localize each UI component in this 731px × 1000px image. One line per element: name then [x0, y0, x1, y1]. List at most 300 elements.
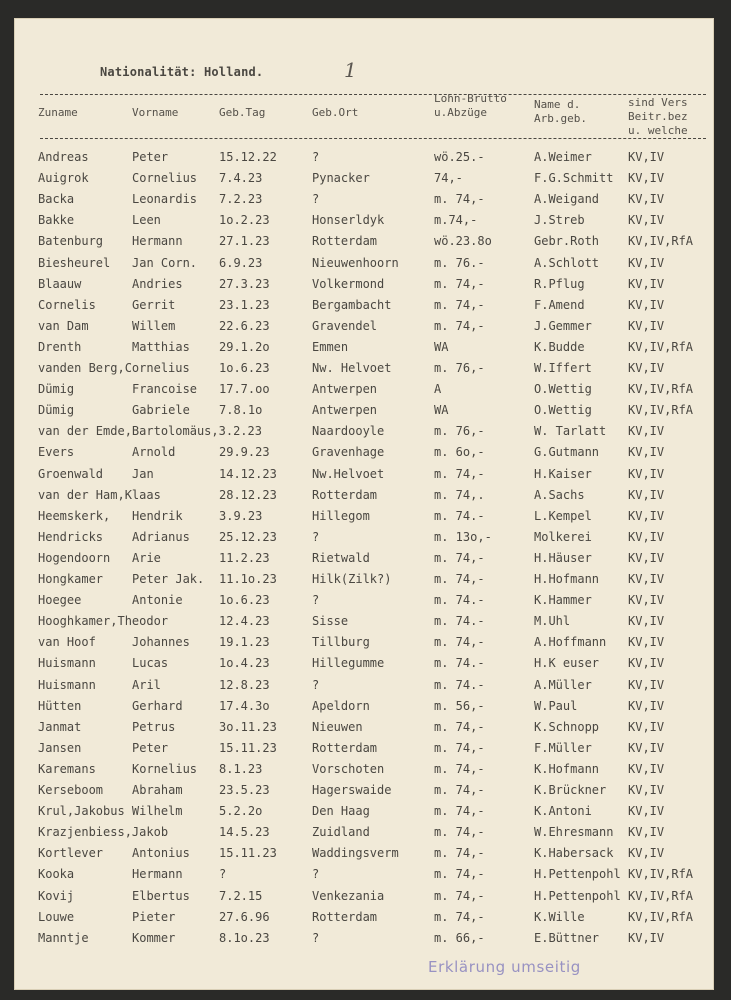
cell-contributions: KV,IV: [628, 466, 665, 481]
cell-employer: W. Tarlatt: [534, 424, 607, 439]
col-header-wage-line2: u.Abzüge: [434, 106, 487, 119]
cell-employer: K.Antoni: [534, 804, 592, 819]
cell-wage: m. 74.-: [434, 656, 485, 671]
cell-birthdate: 14.12.23: [219, 466, 277, 481]
header-bottom-rule: [40, 138, 706, 139]
col-header-contrib-line2: Beitr.bez: [628, 110, 688, 123]
table-row: [14, 699, 714, 720]
document-sheet: [14, 18, 714, 990]
cell-wage: A: [434, 382, 442, 397]
cell-wage: m. 74,-: [434, 804, 485, 819]
cell-wage: m. 76.-: [434, 255, 485, 270]
header-top-rule: [40, 94, 706, 95]
cell-firstname: Hermann: [132, 234, 183, 249]
cell-surname: van Dam: [38, 318, 89, 333]
cell-birthdate: 7.8.1o: [219, 403, 263, 418]
cell-surname: van Hoof: [38, 635, 96, 650]
cell-surname: Dümig: [38, 382, 75, 397]
cell-contributions: KV,IV: [628, 719, 665, 734]
cell-birthplace: ?: [312, 529, 320, 544]
cell-contributions: KV,IV,RfA: [628, 403, 694, 418]
cell-birthdate: 8.1.23: [219, 761, 263, 776]
cell-birthplace: ?: [312, 930, 320, 945]
cell-contributions: KV,IV: [628, 698, 665, 713]
cell-surname: Cornelis: [38, 297, 96, 312]
cell-birthdate: ?: [219, 867, 227, 882]
cell-employer: R.Pflug: [534, 276, 585, 291]
cell-contributions: KV,IV: [628, 318, 665, 333]
cell-birthdate: 7.2.23: [219, 192, 263, 207]
cell-surname: Batenburg: [38, 234, 104, 249]
cell-contributions: KV,IV: [628, 930, 665, 945]
table-row: [14, 256, 714, 277]
cell-birthdate: 12.8.23: [219, 677, 270, 692]
cell-birthdate: 3.9.23: [219, 508, 263, 523]
cell-surname: Blaauw: [38, 276, 82, 291]
cell-employer: K.Wille: [534, 909, 585, 924]
cell-surname: Kortlever: [38, 846, 104, 861]
table-row: [14, 298, 714, 319]
cell-wage: m. 74,-: [434, 466, 485, 481]
cell-birthplace: Nw. Helvoet: [312, 361, 392, 375]
cell-birthplace: Vorschoten: [312, 761, 385, 776]
table-row: [14, 614, 714, 635]
cell-contributions: KV,IV,RfA: [628, 867, 694, 882]
cell-contributions: KV,IV: [628, 677, 665, 692]
col-header-contrib-line1: sind Vers: [628, 96, 688, 109]
cell-employer: A.Schlott: [534, 255, 600, 270]
cell-wage: WA: [434, 339, 449, 354]
cell-birthplace: Zuidland: [312, 825, 370, 840]
cell-birthplace: Gravendel: [312, 318, 378, 333]
table-row: [14, 846, 714, 867]
cell-employer: A.Sachs: [534, 487, 585, 502]
cell-contributions: KV,IV: [628, 192, 665, 207]
table-row: [14, 171, 714, 192]
cell-contributions: KV,IV,RfA: [628, 382, 694, 397]
table-row: [14, 804, 714, 825]
cell-birthplace: ?: [312, 192, 320, 207]
cell-surname: vanden Berg,Cornelius: [38, 361, 190, 375]
cell-wage: m. 74,-: [434, 572, 485, 586]
cell-employer: A.Weimer: [534, 150, 592, 164]
cell-surname: Backa: [38, 192, 75, 207]
cell-surname: Louwe: [38, 909, 75, 924]
cell-wage: m. 74,-: [434, 276, 485, 291]
cell-birthplace: Volkermond: [312, 276, 385, 291]
cell-contributions: KV,IV: [628, 740, 665, 755]
cell-contributions: KV,IV: [628, 804, 665, 819]
cell-contributions: KV,IV: [628, 508, 665, 523]
cell-employer: K.Budde: [534, 339, 585, 354]
table-row: [14, 656, 714, 677]
cell-birthplace: Emmen: [312, 339, 349, 354]
cell-wage: m. 56,-: [434, 698, 485, 713]
cell-firstname: Hermann: [132, 867, 183, 882]
cell-contributions: KV,IV: [628, 846, 665, 861]
cell-employer: K.Hammer: [534, 593, 592, 608]
cell-birthplace: Hagerswaide: [312, 783, 392, 797]
cell-firstname: Peter: [132, 150, 169, 164]
cell-birthdate: 1o.6.23: [219, 361, 270, 375]
cell-wage: m. 74,-: [434, 783, 485, 797]
cell-employer: H.Hofmann: [534, 572, 600, 586]
table-row: [14, 572, 714, 593]
cell-firstname: Willem: [132, 318, 176, 333]
cell-birthdate: 15.12.22: [219, 150, 277, 164]
cell-wage: m. 74.-: [434, 614, 485, 629]
cell-birthdate: 7.2.15: [219, 888, 263, 903]
cell-surname: Krazjenbiess,Jakob: [38, 825, 169, 840]
cell-birthplace: Pynacker: [312, 171, 370, 186]
col-header-firstname: Vorname: [132, 106, 179, 119]
cell-employer: F.G.Schmitt: [534, 171, 614, 186]
cell-firstname: Petrus: [132, 719, 176, 734]
cell-firstname: Antonie: [132, 593, 183, 608]
cell-wage: WA: [434, 403, 449, 418]
cell-surname: Huismann: [38, 656, 96, 671]
col-header-birthplace: Geb.Ort: [312, 106, 359, 119]
table-row: [14, 509, 714, 530]
col-header-contrib-line3: u. welche: [628, 124, 688, 137]
cell-contributions: KV,IV: [628, 593, 665, 608]
cell-wage: m. 76,-: [434, 424, 485, 439]
cell-employer: O.Wettig: [534, 382, 592, 397]
table-row: [14, 150, 714, 171]
cell-birthplace: Nieuwen: [312, 719, 363, 734]
cell-birthdate: 19.1.23: [219, 635, 270, 650]
col-header-contributions: [628, 96, 688, 138]
cell-contributions: KV,IV: [628, 213, 665, 228]
cell-firstname: Andries: [132, 276, 183, 291]
cell-wage: m. 74,-: [434, 761, 485, 776]
cell-birthdate: 15.11.23: [219, 846, 277, 861]
cell-surname: Karemans: [38, 761, 96, 776]
cell-birthplace: Venkezania: [312, 888, 385, 903]
table-row: [14, 741, 714, 762]
cell-birthplace: Rotterdam: [312, 487, 378, 502]
cell-employer: K.Habersack: [534, 846, 614, 861]
cell-employer: O.Wettig: [534, 403, 592, 418]
table-row: [14, 382, 714, 403]
cell-birthplace: Tillburg: [312, 635, 370, 650]
cell-birthdate: 29.1.2o: [219, 339, 270, 354]
cell-firstname: Peter Jak.: [132, 572, 205, 586]
cell-employer: K.Schnopp: [534, 719, 600, 734]
cell-contributions: KV,IV: [628, 761, 665, 776]
cell-birthplace: Den Haag: [312, 804, 370, 819]
cell-wage: m. 74,-: [434, 635, 485, 650]
cell-birthplace: Waddingsverm: [312, 846, 399, 861]
cell-firstname: Hendrik: [132, 508, 183, 523]
col-header-wage-line1: Lohn-Brutto: [434, 92, 507, 105]
cell-firstname: Pieter: [132, 909, 176, 924]
table-row: [14, 340, 714, 361]
cell-birthplace: Antwerpen: [312, 403, 378, 418]
cell-employer: Molkerei: [534, 529, 592, 544]
table-row: [14, 530, 714, 551]
cell-contributions: KV,IV: [628, 150, 665, 164]
cell-employer: J.Gemmer: [534, 318, 592, 333]
cell-contributions: KV,IV: [628, 276, 665, 291]
cell-wage: m. 13o,-: [434, 529, 492, 544]
cell-birthdate: 14.5.23: [219, 825, 270, 840]
cell-birthplace: Rotterdam: [312, 234, 378, 249]
cell-birthdate: 22.6.23: [219, 318, 270, 333]
cell-surname: Janmat: [38, 719, 82, 734]
cell-surname: Evers: [38, 445, 75, 460]
cell-firstname: Leonardis: [132, 192, 198, 207]
cell-surname: Hongkamer: [38, 572, 104, 586]
cell-surname: Hooghkamer,Theodor: [38, 614, 169, 629]
table-row: [14, 783, 714, 804]
cell-contributions: KV,IV,RfA: [628, 888, 694, 903]
cell-birthdate: 15.11.23: [219, 740, 277, 755]
cell-surname: Drenth: [38, 339, 82, 354]
cell-wage: m. 74,-: [434, 719, 485, 734]
cell-birthdate: 6.9.23: [219, 255, 263, 270]
cell-surname: Huismann: [38, 677, 96, 692]
cell-contributions: KV,IV: [628, 424, 665, 439]
col-header-employer: [534, 98, 587, 126]
table-row: [14, 488, 714, 509]
table-row: [14, 445, 714, 466]
cell-contributions: KV,IV: [628, 297, 665, 312]
cell-surname: Heemskerk,: [38, 508, 111, 523]
cell-contributions: KV,IV: [628, 361, 665, 375]
cell-contributions: KV,IV,RfA: [628, 909, 694, 924]
cell-wage: m. 76,-: [434, 361, 485, 375]
cell-wage: m. 74,-: [434, 550, 485, 565]
cell-employer: A.Weigand: [534, 192, 600, 207]
col-header-surname: Zuname: [38, 106, 78, 119]
cell-employer: H.Häuser: [534, 550, 592, 565]
cell-firstname: Arnold: [132, 445, 176, 460]
cell-employer: E.Büttner: [534, 930, 600, 945]
cell-firstname: Gerrit: [132, 297, 176, 312]
cell-firstname: Abraham: [132, 783, 183, 797]
cell-employer: Gebr.Roth: [534, 234, 600, 249]
cell-wage: m. 74,-: [434, 740, 485, 755]
cell-contributions: KV,IV: [628, 783, 665, 797]
cell-contributions: KV,IV: [628, 487, 665, 502]
cell-birthdate: 27.3.23: [219, 276, 270, 291]
cell-surname: Hütten: [38, 698, 82, 713]
nationality-heading: Nationalität: Holland.: [100, 65, 264, 79]
cell-birthplace: Sisse: [312, 614, 349, 629]
cell-birthplace: ?: [312, 867, 320, 882]
cell-birthdate: 1o.2.23: [219, 213, 270, 228]
cell-birthplace: Rietwald: [312, 550, 370, 565]
cell-birthdate: 1o.6.23: [219, 593, 270, 608]
cell-birthplace: ?: [312, 677, 320, 692]
cell-contributions: KV,IV: [628, 635, 665, 650]
cell-firstname: Adrianus: [132, 529, 190, 544]
cell-birthplace: Honserldyk: [312, 213, 385, 228]
cell-wage: m. 74,-: [434, 846, 485, 861]
cell-birthdate: 27.6.96: [219, 909, 270, 924]
cell-employer: H.Pettenpohl: [534, 867, 621, 882]
cell-employer: K.Brückner: [534, 783, 607, 797]
cell-surname: Kerseboom: [38, 783, 104, 797]
cell-firstname: Lucas: [132, 656, 169, 671]
cell-surname: Jansen: [38, 740, 82, 755]
cell-wage: m. 74.-: [434, 677, 485, 692]
cell-surname: Hoegee: [38, 593, 82, 608]
cell-employer: W.Ehresmann: [534, 825, 614, 840]
cell-employer: G.Gutmann: [534, 445, 600, 460]
cell-surname: Biesheurel: [38, 255, 111, 270]
cell-contributions: KV,IV: [628, 614, 665, 629]
col-header-birthdate: Geb.Tag: [219, 106, 266, 119]
cell-firstname: Gerhard: [132, 698, 183, 713]
cell-employer: F.Amend: [534, 297, 585, 312]
cell-wage: 74,-: [434, 171, 463, 186]
cell-employer: K.Hofmann: [534, 761, 600, 776]
cell-birthdate: 23.5.23: [219, 783, 270, 797]
cell-birthdate: 5.2.2o: [219, 804, 263, 819]
table-row: [14, 678, 714, 699]
cell-contributions: KV,IV: [628, 529, 665, 544]
table-row: [14, 361, 714, 382]
table-row: [14, 593, 714, 614]
cell-firstname: Jan: [132, 466, 154, 481]
cell-firstname: Jan Corn.: [132, 255, 198, 270]
cell-surname: Groenwald: [38, 466, 104, 481]
col-header-employer-line2: Arb.geb.: [534, 112, 587, 125]
cell-wage: m. 66,-: [434, 930, 485, 945]
cell-wage: wö.23.8o: [434, 234, 492, 249]
cell-firstname: Johannes: [132, 635, 190, 650]
cell-birthplace: Apeldorn: [312, 698, 370, 713]
cell-birthplace: Gravenhage: [312, 445, 385, 460]
cell-birthdate: 17.4.3o: [219, 698, 270, 713]
cell-wage: m. 74,-: [434, 867, 485, 882]
cell-wage: wö.25.-: [434, 150, 485, 164]
cell-employer: M.Uhl: [534, 614, 571, 629]
cell-firstname: Matthias: [132, 339, 190, 354]
cell-birthdate: 8.1o.23: [219, 930, 270, 945]
cell-wage: m. 74,-: [434, 192, 485, 207]
table-row: [14, 234, 714, 255]
table-row: [14, 635, 714, 656]
table-row: [14, 910, 714, 931]
cell-birthplace: Nw.Helvoet: [312, 466, 385, 481]
cell-birthdate: 25.12.23: [219, 529, 277, 544]
cell-surname: Auigrok: [38, 171, 89, 186]
cell-firstname: Aril: [132, 677, 161, 692]
cell-employer: W.Iffert: [534, 361, 592, 375]
cell-contributions: KV,IV: [628, 550, 665, 565]
cell-wage: m. 74.-: [434, 508, 485, 523]
cell-firstname: Elbertus: [132, 888, 190, 903]
cell-firstname: Kornelius: [132, 761, 198, 776]
cell-surname: Kovij: [38, 888, 75, 903]
cell-wage: m. 74.-: [434, 593, 485, 608]
cell-wage: m. 74,-: [434, 888, 485, 903]
cell-birthdate: 27.1.23: [219, 234, 270, 249]
cell-firstname: Kommer: [132, 930, 176, 945]
table-row: [14, 319, 714, 340]
cell-birthdate: 11.2.23: [219, 550, 270, 565]
cell-wage: m. 6o,-: [434, 445, 485, 460]
cell-firstname: Cornelius: [132, 171, 198, 186]
cell-birthplace: Rotterdam: [312, 740, 378, 755]
cell-employer: A.Hoffmann: [534, 635, 607, 650]
cell-employer: J.Streb: [534, 213, 585, 228]
cell-surname: Kooka: [38, 867, 75, 882]
cell-surname: Bakke: [38, 213, 75, 228]
cell-wage: m. 74,-: [434, 297, 485, 312]
cell-firstname: Francoise: [132, 382, 198, 397]
table-row: [14, 424, 714, 445]
cell-contributions: KV,IV: [628, 171, 665, 186]
cell-employer: H.K euser: [534, 656, 600, 671]
cell-birthplace: Bergambacht: [312, 297, 392, 312]
cell-contributions: KV,IV,RfA: [628, 234, 694, 249]
table-row: [14, 825, 714, 846]
cell-firstname: Gabriele: [132, 403, 190, 418]
cell-employer: A.Müller: [534, 677, 592, 692]
cell-birthplace: ?: [312, 593, 320, 608]
cell-birthdate: 3o.11.23: [219, 719, 277, 734]
cell-employer: H.Kaiser: [534, 466, 592, 481]
table-row: [14, 762, 714, 783]
table-row: [14, 889, 714, 910]
cell-birthplace: Naardooyle: [312, 424, 385, 439]
col-header-employer-line1: Name d.: [534, 98, 581, 111]
cell-birthplace: Hillegumme: [312, 656, 385, 671]
cell-contributions: KV,IV: [628, 572, 665, 586]
cell-contributions: KV,IV: [628, 445, 665, 460]
cell-surname: Hogendoorn: [38, 550, 111, 565]
table-row: [14, 403, 714, 424]
cell-surname: Dümig: [38, 403, 75, 418]
cell-birthdate: 23.1.23: [219, 297, 270, 312]
cell-employer: F.Müller: [534, 740, 592, 755]
cell-birthdate: 28.12.23: [219, 487, 277, 502]
cell-surname: van der Ham,Klaas: [38, 487, 161, 502]
cell-firstname: Arie: [132, 550, 161, 565]
cell-contributions: KV,IV,RfA: [628, 339, 694, 354]
cell-surname: Manntje: [38, 930, 89, 945]
cell-surname: van der Emde,Bartolomäus,3.2.23: [38, 424, 262, 439]
cell-birthplace: Rotterdam: [312, 909, 378, 924]
cell-firstname: Antonius: [132, 846, 190, 861]
table-row: [14, 213, 714, 234]
cell-surname: Krul,Jakobus Wilhelm: [38, 804, 183, 819]
cell-birthdate: 1o.4.23: [219, 656, 270, 671]
handwritten-page-mark: 1: [344, 58, 357, 82]
cell-birthdate: 29.9.23: [219, 445, 270, 460]
cell-wage: m.74,-: [434, 213, 478, 228]
cell-wage: m. 74,-: [434, 318, 485, 333]
col-header-wage: [434, 92, 507, 120]
cell-contributions: KV,IV: [628, 656, 665, 671]
cell-birthplace: Hilk(Zilk?): [312, 572, 392, 586]
table-row: [14, 551, 714, 572]
cell-firstname: Peter: [132, 740, 169, 755]
cell-birthplace: Hillegom: [312, 508, 370, 523]
cell-employer: W.Paul: [534, 698, 578, 713]
table-row: [14, 467, 714, 488]
cell-birthplace: ?: [312, 150, 320, 164]
cell-birthdate: 11.1o.23: [219, 572, 277, 586]
cell-birthdate: 7.4.23: [219, 171, 263, 186]
cell-wage: m. 74,-: [434, 909, 485, 924]
cell-surname: Andreas: [38, 150, 89, 164]
cell-contributions: KV,IV: [628, 255, 665, 270]
